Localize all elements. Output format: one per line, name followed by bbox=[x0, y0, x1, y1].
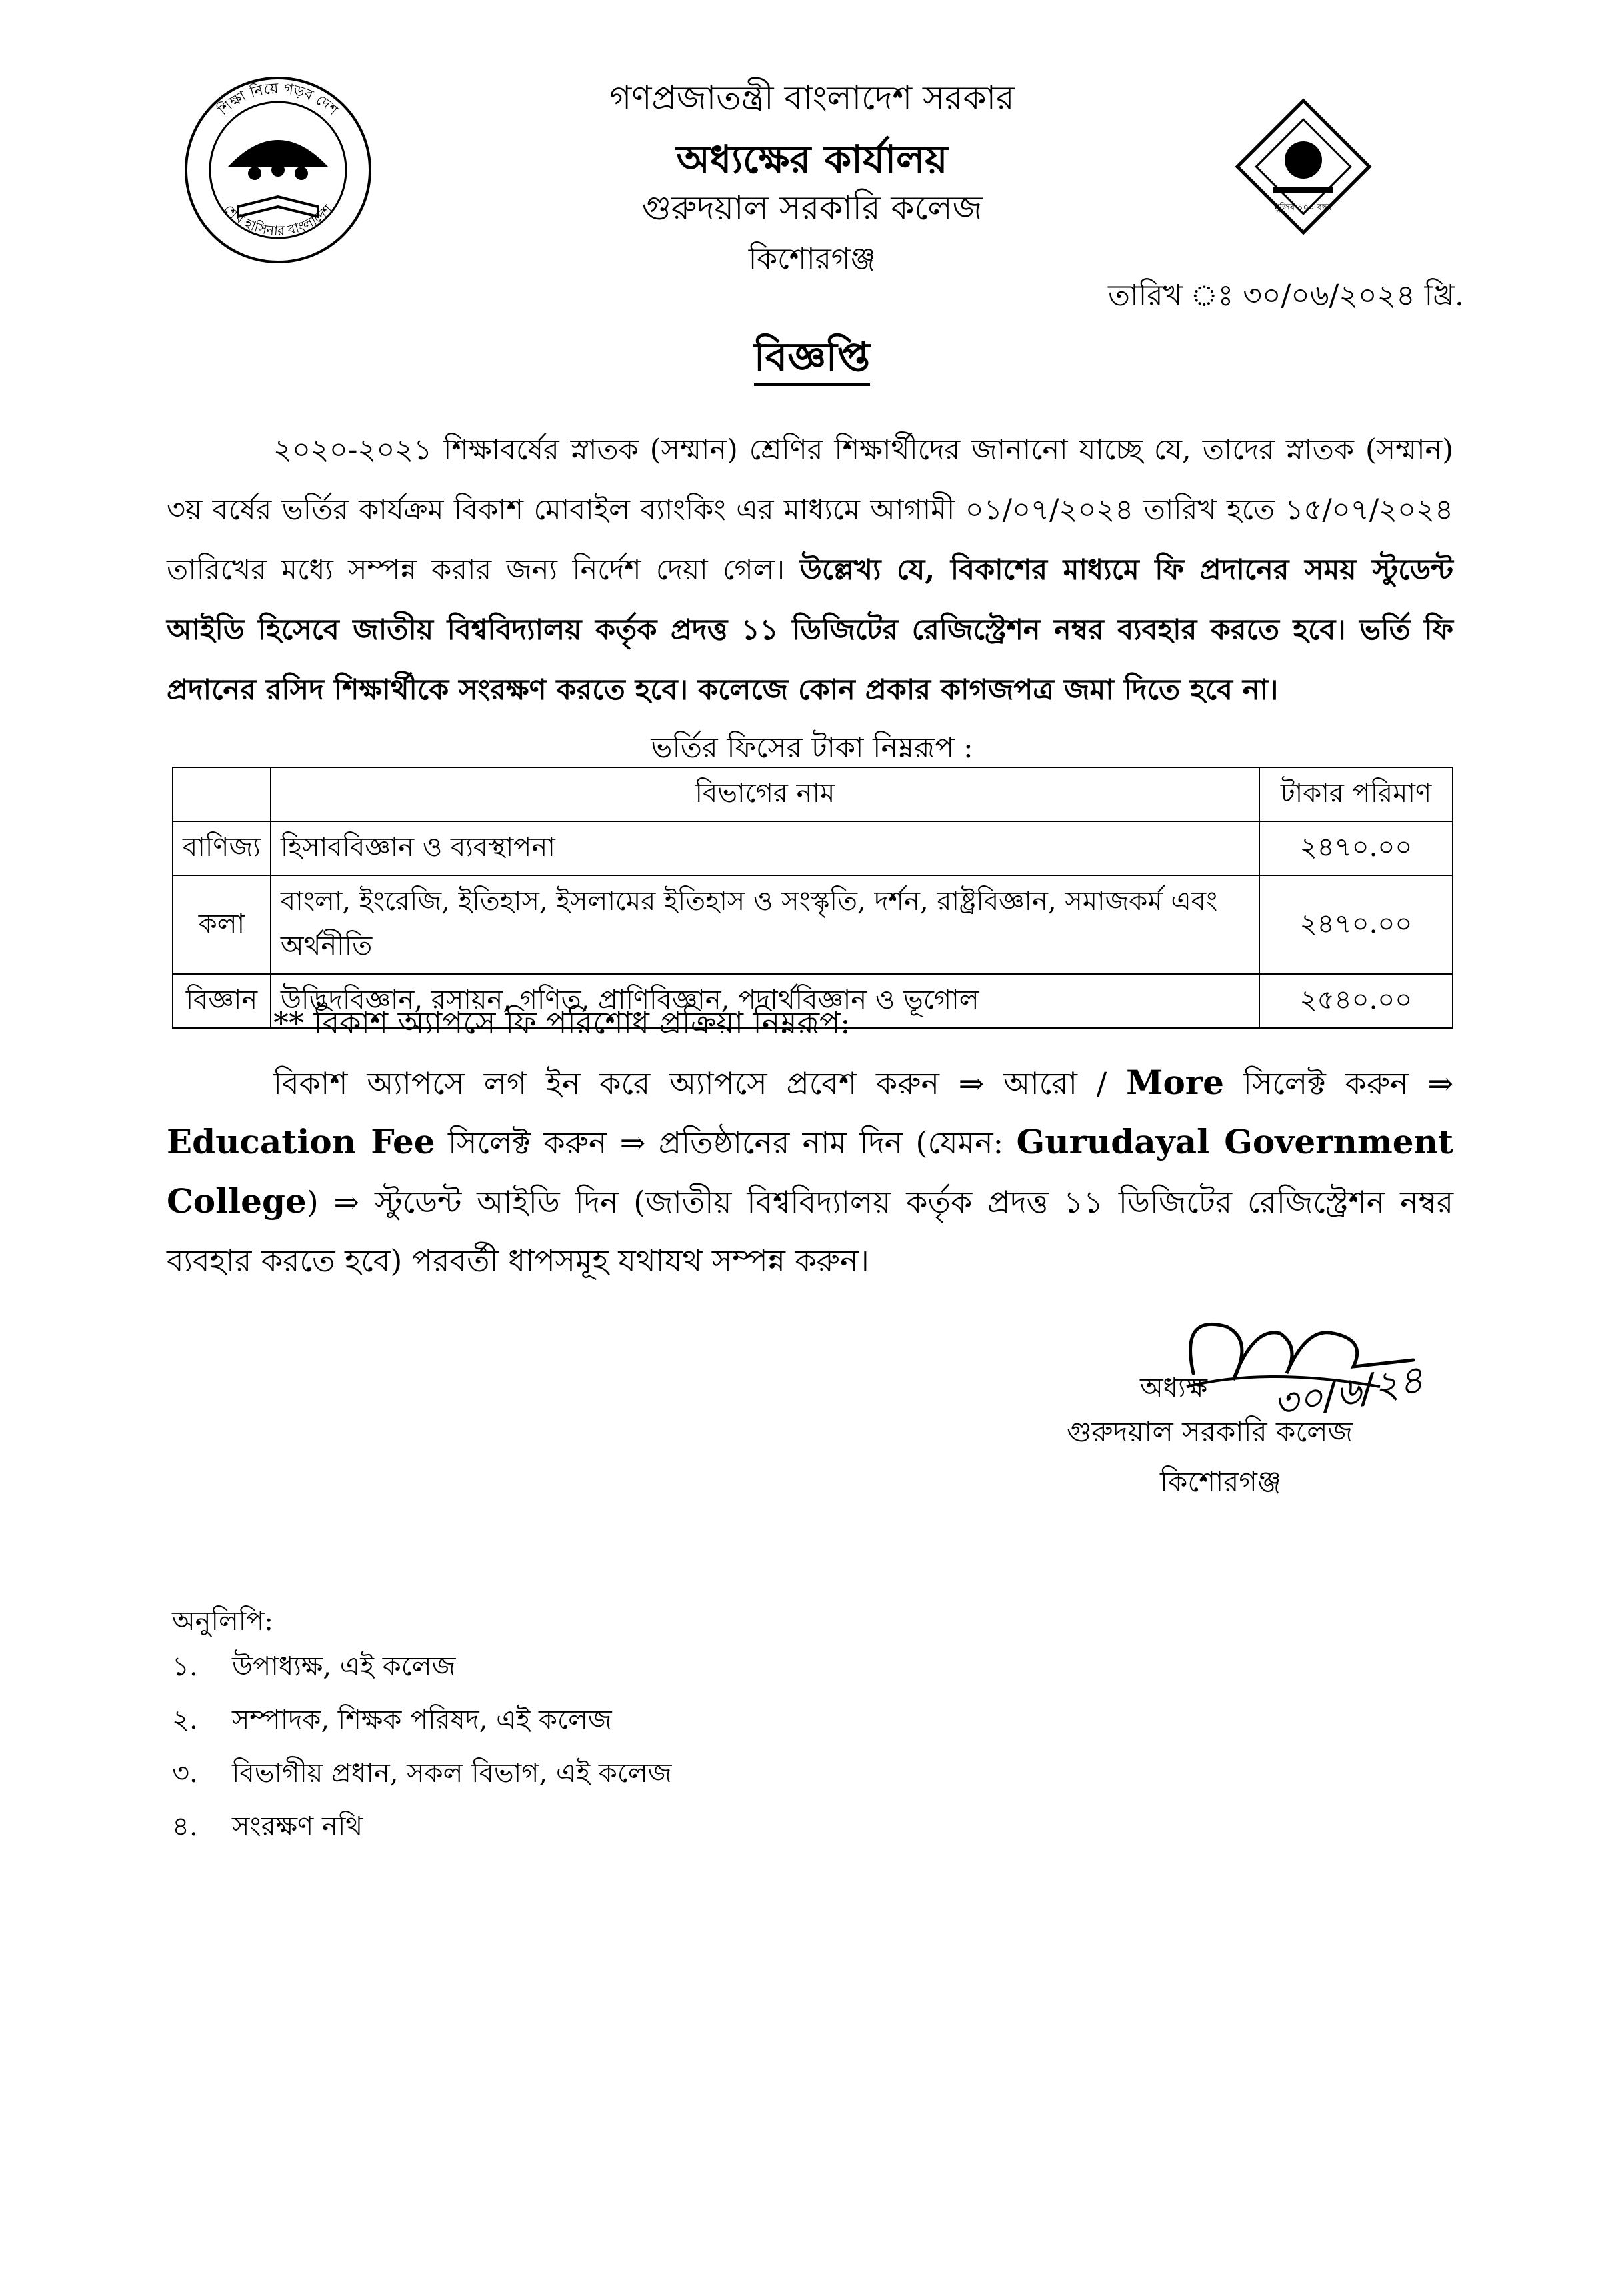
procedure-body bbox=[167, 1053, 1453, 1290]
notice-date: তারিখ ঃ ৩০/০৬/২০২৪ খ্রি. bbox=[1107, 279, 1464, 313]
list-item: ৪. সংরক্ষণ নথি bbox=[172, 1811, 363, 1842]
college-english-name: Gurudayal Government College bbox=[167, 1122, 1454, 1221]
copies-list bbox=[172, 1640, 672, 1853]
signatory-title: অধ্যক্ষ bbox=[1140, 1373, 1208, 1403]
list-item: ২. সম্পাদক, শিক্ষক পরিষদ, এই কলেজ bbox=[172, 1705, 612, 1735]
procedure-text: বিকাশ অ্যাপসে লগ ইন করে অ্যাপসে প্রবেশ করুন ⇒ আরো / bbox=[273, 1065, 1127, 1101]
svg-text:শেখ হাসিনার বাংলাদেশ: শেখ হাসিনার বাংলাদেশ bbox=[221, 201, 335, 239]
row-departments: হিসাববিজ্ঞান ও ব্যবস্থাপনা bbox=[271, 821, 1259, 875]
procedure-text: সিলেক্ট করুন ⇒ প্রতিষ্ঠানের নাম দিন (যেমন: bbox=[435, 1125, 1017, 1161]
header-department: বিভাগের নাম bbox=[271, 767, 1259, 821]
svg-text:শিক্ষা নিয়ে গড়ব দেশ: শিক্ষা নিয়ে গড়ব দেশ bbox=[215, 80, 341, 119]
college-name: গুরুদয়াল সরকারি কলেজ bbox=[641, 189, 983, 227]
row-category: কলা bbox=[173, 875, 271, 974]
procedure-text: সিলেক্ট করুন ⇒ bbox=[1223, 1065, 1453, 1101]
fee-table-caption: ভর্তির ফিসের টাকা নিম্নরূপ : bbox=[651, 731, 973, 765]
row-departments: বাংলা, ইংরেজি, ইতিহাস, ইসলামের ইতিহাস ও সংস্কৃতি, দর্শন, রাষ্ট্রবিজ্ঞান, সমাজকর্ম এবং অর্থনীতি bbox=[271, 875, 1259, 974]
header-category bbox=[173, 767, 271, 821]
table-row bbox=[173, 821, 1453, 875]
fee-table bbox=[172, 767, 1453, 1029]
procedure-text: ) ⇒ স্টুডেন্ট আইডি দিন (জাতীয় বিশ্ববিদ্যালয় কর্তৃক প্রদত্ত ১১ ডিজিটের রেজিস্ট্রেশন নম্বর ব্যবহার করতে হবে) পরবর্তী ধাপসমূহ যথাযথ সম্পন্ন করুন। bbox=[167, 1184, 1453, 1279]
office-name: অধ্যক্ষের কার্যালয় bbox=[676, 137, 948, 182]
svg-text:মুজিব ১০০ বছর: মুজিব ১০০ বছর bbox=[1275, 203, 1332, 213]
notice-body bbox=[167, 420, 1453, 720]
list-item: ১. উপাধ্যক্ষ, এই কলেজ bbox=[172, 1651, 456, 1682]
fee-table-header-row bbox=[173, 767, 1453, 821]
signatory-college: গুরুদয়াল সরকারি কলেজ bbox=[1067, 1415, 1353, 1448]
notice-body-bold: উল্লেখ্য যে, বিকাশের মাধ্যমে ফি প্রদানের সময় স্টুডেন্ট আইডি হিসেবে জাতীয় বিশ্ববিদ্যালয় কর্তৃক প্রদত্ত ১১ ডিজিটের রেজিস্ট্রেশন নম্বর ব্যবহার করতে হবে। ভর্তি ফি প্রদানের রসিদ শিক্ষার্থীকে সংরক্ষণ করতে হবে। কলেজে কোন প্রকার কাগজপত্র জমা দিতে হবে না। bbox=[167, 553, 1453, 707]
row-category: বাণিজ্য bbox=[173, 821, 271, 875]
row-category: বিজ্ঞান bbox=[173, 974, 271, 1028]
svg-text:৩০/৬/২৪: ৩০/৬/২৪ bbox=[1269, 1356, 1427, 1427]
row-amount: ২৫৪০.০০ bbox=[1259, 974, 1453, 1028]
govt-name: গণপ্রজাতন্ত্রী বাংলাদেশ সরকার bbox=[609, 79, 1015, 117]
row-amount: ২৪৭০.০০ bbox=[1259, 821, 1453, 875]
notice-title: বিজ্ঞপ্তি bbox=[0, 327, 1624, 393]
procedure-heading: ** বিকাশ অ্যাপসে ফি পরিশোধ প্রক্রিয়া নিম্নরূপ: bbox=[273, 1005, 851, 1041]
header-amount: টাকার পরিমাণ bbox=[1259, 767, 1453, 821]
row-departments: উদ্ভিদবিজ্ঞান, রসায়ন, গণিত, প্রাণিবিজ্ঞান, পদার্থবিজ্ঞান ও ভূগোল bbox=[271, 974, 1259, 1028]
district-name: কিশোরগঞ্জ bbox=[748, 242, 876, 276]
row-amount: ২৪৭০.০০ bbox=[1259, 875, 1453, 974]
notice-body-normal: ২০২০-২০২১ শিক্ষাবর্ষের স্নাতক (সম্মান) শ্রেণির শিক্ষার্থীদের জানানো যাচ্ছে যে, তাদের স্নাতক (সম্মান) ৩য় বর্ষের ভর্তির কার্যক্রম বিকাশ মোবাইল ব্যাংকিং এর মাধ্যমে আগামী ০১/০৭/২০২৪ তারিখ হতে ১৫/০৭/২০২৪ তারিখের মধ্যে সম্পন্ন করার জন্য নির্দেশ দেয়া গেল। bbox=[167, 433, 1453, 587]
list-item: ৩. বিভাগীয় প্রধান, সকল বিভাগ, এই কলেজ bbox=[172, 1758, 672, 1789]
signatory-district: কিশোরগঞ্জ bbox=[1160, 1465, 1281, 1498]
copies-heading: অনুলিপি: bbox=[172, 1606, 273, 1637]
table-row bbox=[173, 875, 1453, 974]
education-fee-label: Education Fee bbox=[167, 1122, 435, 1161]
more-label: More bbox=[1126, 1063, 1224, 1102]
